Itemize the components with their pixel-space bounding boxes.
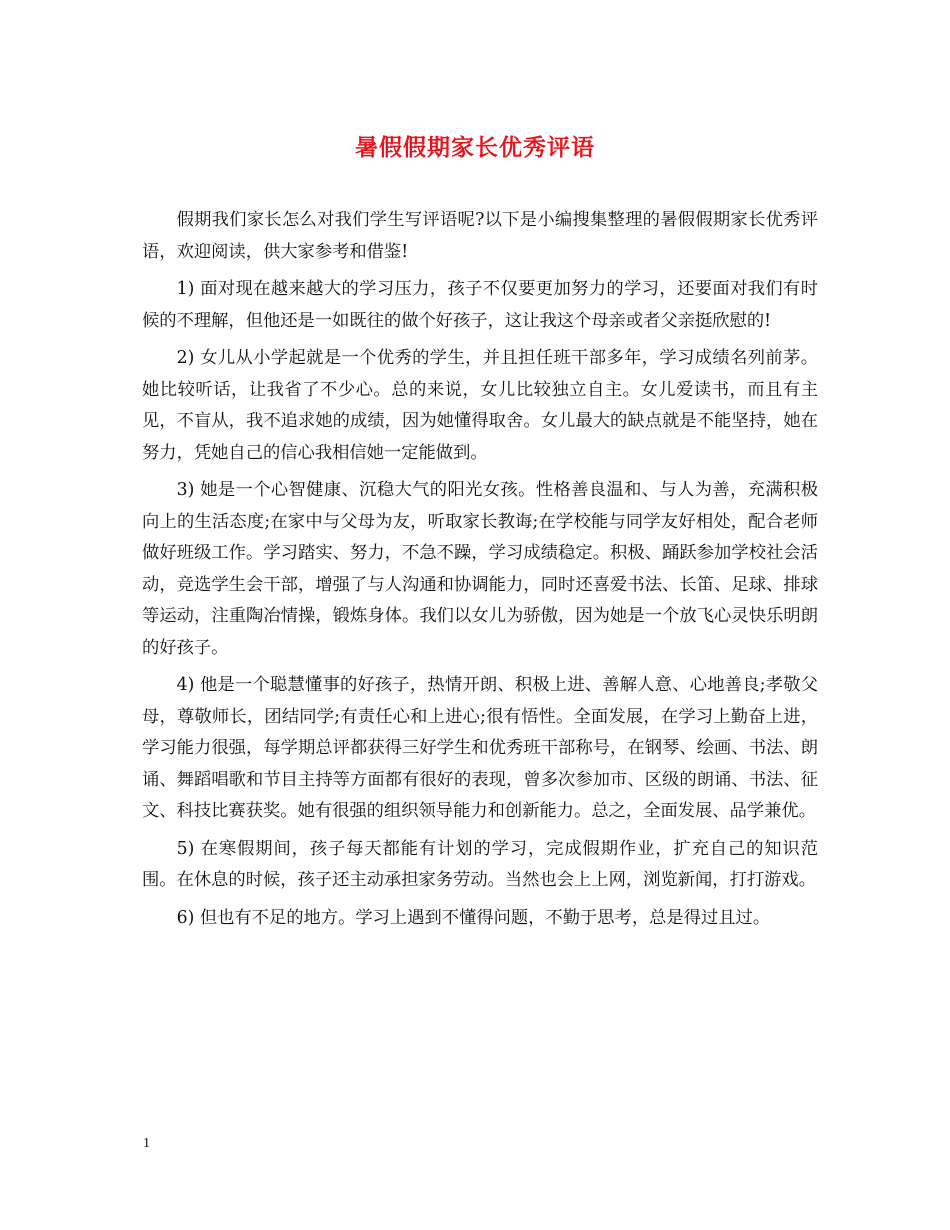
document-body xyxy=(142,205,818,940)
comment-paragraph-6: 6) 但也有不足的地方。学习上遇到不懂得问题，不勤于思考，总是得过且过。 xyxy=(176,907,771,928)
comment-paragraph-3: 3) 她是一个心智健康、沉稳大气的阳光女孩。性格善良温和、与人为善，充满积极向上的生活态度;在家中与父母为友，听取家长教诲;在学校能与同学友好相处，配合老师做好班级工作。学习踏实、努力，不急不躁，学习成绩稳定。积极、踊跃参加学校社会活动，竞选学生会干部，增强了与人沟通和协调能力，同时还喜爱书法、长笛、足球、排球等运动，注重陶冶情操，锻炼身体。我们以女儿为骄傲，因为她是一个放飞心灵快乐明朗的好孩子。 xyxy=(142,480,818,658)
intro-paragraph: 假期我们家长怎么对我们学生写评语呢?以下是小编搜集整理的暑假假期家长优秀评语，欢迎阅读，供大家参考和借鉴! xyxy=(142,210,818,262)
comment-paragraph-5: 5) 在寒假期间，孩子每天都能有计划的学习，完成假期作业，扩充自己的知识范围。在休息的时候，孩子还主动承担家务劳动。当然也会上上网，浏览新闻，打打游戏。 xyxy=(142,838,818,890)
page-number: 1 xyxy=(143,1136,150,1151)
comment-paragraph-1: 1) 面对现在越来越大的学习压力，孩子不仅要更加努力的学习，还要面对我们有时候的不理解，但他还是一如既往的做个好孩子，这让我这个母亲或者父亲挺欣慰的! xyxy=(142,279,818,331)
comment-paragraph-2: 2) 女儿从小学起就是一个优秀的学生，并且担任班干部多年，学习成绩名列前茅。她比较听话，让我省了不少心。总的来说，女儿比较独立自主。女儿爱读书，而且有主见，不盲从，我不追求她的成绩，因为她懂得取舍。女儿最大的缺点就是不能坚持，她在努力，凭她自己的信心我相信她一定能做到。 xyxy=(142,348,818,463)
document-title: 暑假假期家长优秀评语 xyxy=(355,134,595,161)
comment-paragraph-4: 4) 他是一个聪慧懂事的好孩子，热情开朗、积极上进、善解人意、心地善良;孝敬父母，尊敬师长，团结同学;有责任心和上进心;很有悟性。全面发展，在学习上勤奋上进，学习能力很强，每学期总评都获得三好学生和优秀班干部称号，在钢琴、绘画、书法、朗诵、舞蹈唱歌和节目主持等方面都有很好的表现，曾多次参加市、区级的朗诵、书法、征文、科技比赛获奖。她有很强的组织领导能力和创新能力。总之，全面发展、品学兼优。 xyxy=(142,675,818,821)
